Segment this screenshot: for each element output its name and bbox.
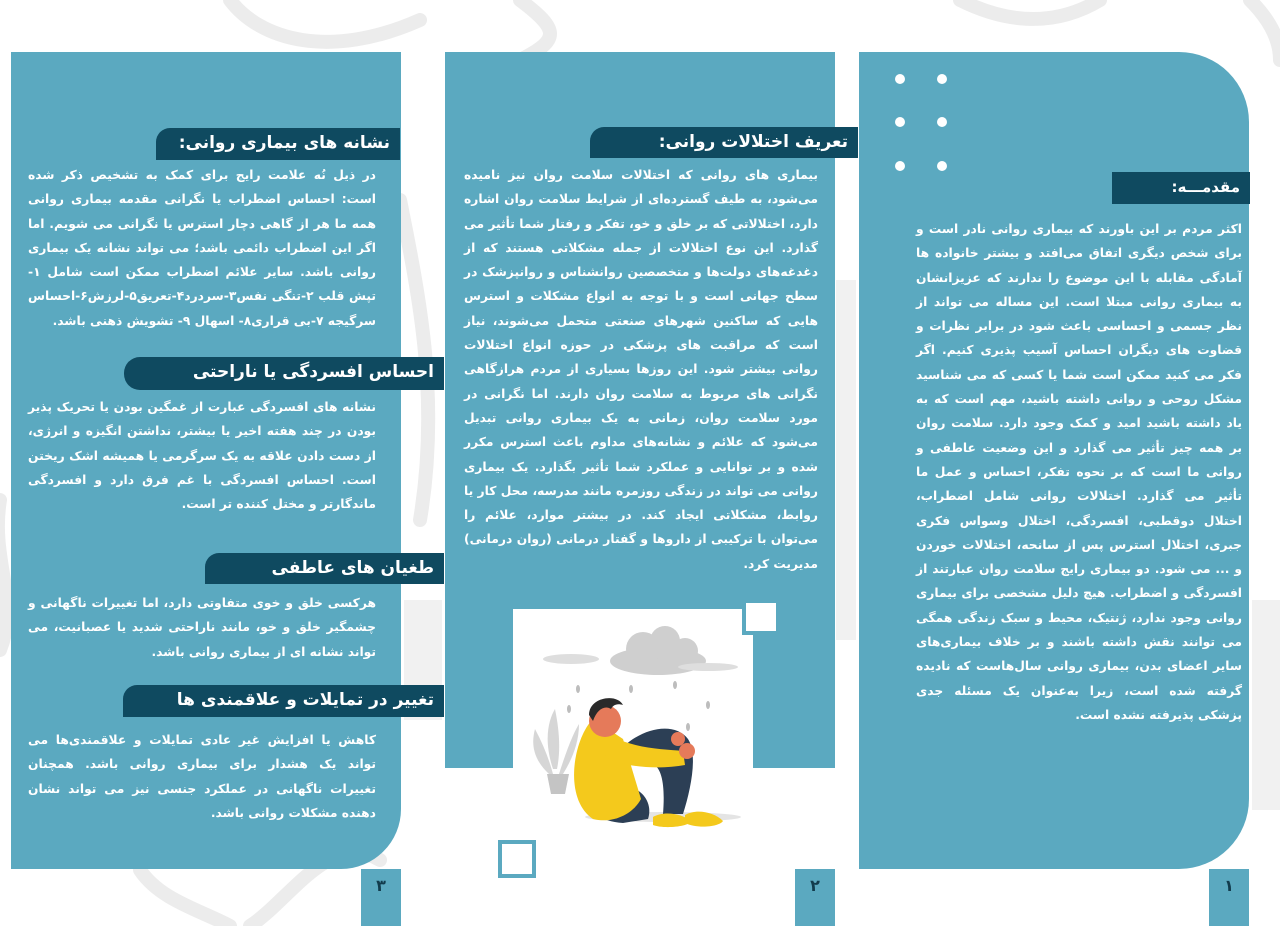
page-number-1-tab [1209,869,1249,926]
page-number-3: ۳ [376,876,386,895]
heading-interest-change: تغییر در تمایلات و علاقمندی ها [123,685,444,717]
frame-square-icon [498,840,536,878]
page-number-1: ۱ [1224,876,1234,895]
heading-mood-swings: طغیان های عاطفی [205,553,444,584]
depression-text: نشانه های افسردگی عبارت از غمگین بودن یا تحریک پذیر بودن در چند هفته اخیر یا بیشتر، نداشتن انگیزه و انرژی، از دست دادن علاقه به یک سرگرمی یا همیشه اشک ریختن است. احساس افسردگی با غم فرق دارد و افسردگی ماندگارتر و مختل کننده تر است. [28,400,376,512]
cloud-icon [543,626,738,675]
heading-depression: احساس افسردگی یا ناراحتی [124,357,444,390]
heading-signs: نشانه های بیماری روانی: [156,128,400,160]
interest-change-text: کاهش یا افزایش غیر عادی تمایلات و علاقمندی‌ها می تواند یک هشدار برای بیماری روانی باشد. همچنان تغییرات ناگهانی در عملکرد جنسی نیز می تواند نشان دهنده مشکلات روانی باشد. [28,733,376,820]
page-number-3-tab [361,869,401,926]
sad-person-illustration [513,609,753,840]
definition-text: بیماری های روانی که اختلالات سلامت روان نیز نامیده می‌شود، به طیف گسترده‌ای از شرایط سلامت روان اشاره دارد، اختلالاتی که بر خلق و خو، تفکر و رفتار شما تأثیر می گذارد. این نوع اختلالات از جمله مشکلاتی هستند که از دغدغه‌های دولت‌ها و متخصصین روانشناس و روانپزشک در سطح جهانی است و با توجه به انواع مشکلات و استرس هایی که ساکنین شهرهای صنعتی متحمل می‌شوند، نیاز است که مراقبت های پزشکی در حوزه انواع اختلالات روانی بیشتر شود. این روزها بسیاری از مردم هرازگاهی نگرانی های مربوط به سلامت روان دارند. اما نگرانی در مورد سلامت روان، زمانی به یک بیماری روانی تبدیل می‌شود که علائم و نشانه‌های مداوم باعث استرس مکرر شده و بر توانایی و عملکرد شما تأثیر بگذارد. یک بیماری روانی می تواند در زندگی روزمره مانند مدرسه، محل کار یا روابط، مشکلاتی ایجاد کند. در بیشتر موارد، علائم را می‌توان با ترکیبی از داروها و گفتار درمانی (روان درمانی) مدیریت کرد. [464,168,818,571]
signs-text: در ذیل نُه علامت رایج برای کمک به تشخیص ذکر شده است: احساس اضطراب یا نگرانی مقدمه بیماری روانی همه ما هر از گاهی دچار استرس یا نگرانی می شویم. اما اگر این اضطراب دائمی باشد؛ می تواند نشانه یک بیماری روانی باشد. سایر علائم اضطراب ممکن است شامل ۱-تپش قلب ۲-تنگی نفس۳-سردرد۴-تعریق۵-لرزش۶-احساس سرگیجه ۷-بی قراری۸- اسهال ۹- تشویش ذهنی باشد. [28,168,377,328]
introduction-text: اکثر مردم بر این باورند که بیماری روانی نادر است و برای شخص دیگری اتفاق می‌افتد و بیشتر خانواده ها آمادگی مقابله با این موضوع را ندارند که عزیزانشان به بیماری روانی مبتلا است. این مساله می تواند از نظر جسمی و احساسی باعث شود در برابر نظرات و قضاوت های دیگران احساس آسیب پذیری کنیم. اگر فکر می کنید ممکن است شما یا کسی که می شناسید مشکل روحی و روانی داشته باشید، مهم است که به یاد داشته باشید امید و کمک وجود دارد. سلامت روان بر همه چیز تأثیر می گذارد و این وضعیت عاطفی و روانی ما است که بر نحوه تفکر، احساس و عمل ما تأثیر می گذارد. اختلالات روانی شامل اضطراب، اختلال دوقطبی، افسردگی، اختلال وسواس فکری جبری، اختلال استرس پس از سانحه، اختلالات خوردن و ... می شود. دو بیماری رایج سلامت روان عبارتند از افسردگی و اضطراب. هیچ دلیل مشخصی برای بیماری روانی وجود ندارد، ژنتیک، محیط و سبک زندگی همگی می توانند نقش داشته باشند و بر خلاف بیماری‌های سایر اعضای بدن، بیماری روانی سال‌هاست که نادیده گرفته شده است، زیرا به‌عنوان یک مسئله جدی پزشکی پذیرفته نشده است. [916,222,1242,722]
mood-swings-text: هرکسی خلق و خوی متفاوتی دارد، اما تغییرات ناگهانی و چشمگیر خلق و خو، مانند ناراحتی شدید یا عصبانیت، می تواند نشانه ای از بیماری روانی باشد. [28,596,376,659]
heading-introduction: مقدمـــه: [1112,172,1250,204]
heading-definition: تعریف اختلالات روانی: [590,127,858,158]
page-number-2: ۲ [810,876,820,895]
page-number-2-tab [795,869,835,926]
frame-square-icon [742,599,780,635]
